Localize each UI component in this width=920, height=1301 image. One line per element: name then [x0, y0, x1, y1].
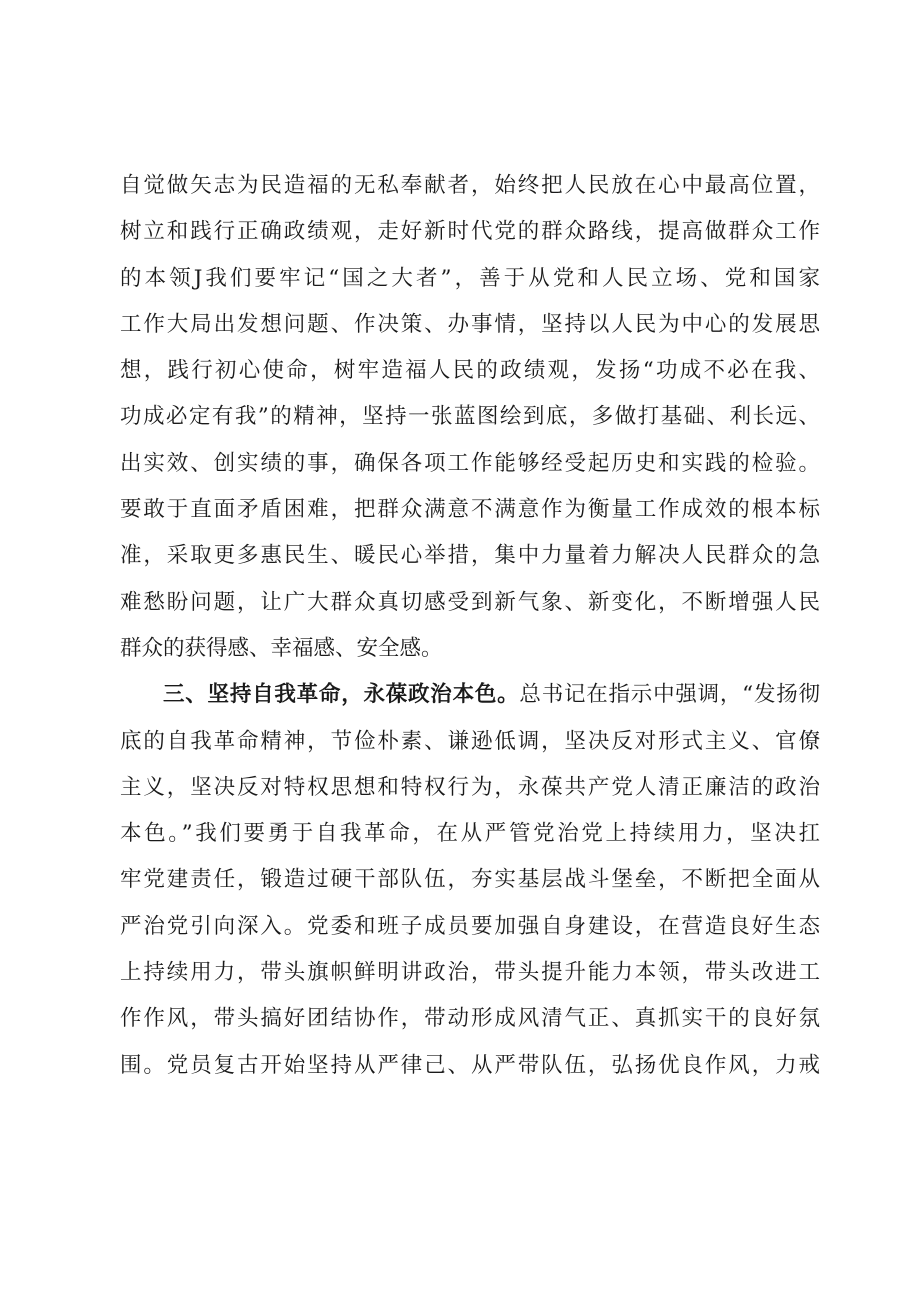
text-line: 底的自我革命精神，节俭朴素、谦逊低调，坚决反对形式主义、官僚 [120, 728, 820, 754]
text-line: 工作大局出发想问题、作决策、办事情，坚持以人民为中心的发展思 [120, 311, 820, 337]
text-line: 作作风，带头搞好团结协作，带动形成风清气正、真抓实干的良好氛 [120, 1006, 820, 1032]
paragraph-2 [120, 672, 820, 1089]
text-line: 群众的获得感、幸福感、安全感。 [120, 635, 443, 661]
text-line: 主义，坚决反对特权思想和特权行为，永葆共产党人清正廉洁的政治 [120, 774, 820, 800]
body-text [120, 163, 820, 1089]
text-line: 围。党员复古开始坚持从严律己、从严带队伍，弘扬优良作风，力戒 [120, 1052, 820, 1078]
text-line: 的本领J我们要牢记“国之大者”，善于从党和人民立场、党和国家 [120, 265, 820, 291]
text-line: 想，践行初心使命，树牢造福人民的政绩观，发扬“功成不必在我、 [120, 358, 820, 384]
section-heading: 三、坚持自我革命，永葆政治本色。 [163, 682, 520, 708]
text-line: 难愁盼问题，让广大群众真切感受到新气象、新变化，不断增强人民 [120, 589, 820, 615]
paragraph-2-first-line [120, 672, 820, 718]
text-line: 严治党引向深入。党委和班子成员要加强自身建设，在营造良好生态 [120, 913, 820, 939]
text-line: 本色。”我们要勇于自我革命，在从严管党治党上持续用力，坚决扛 [120, 821, 820, 847]
text-line: 上持续用力，带头旗帜鲜明讲政治，带头提升能力本领，带头改进工 [120, 960, 820, 986]
text-line: 牢党建责任，锻造过硬干部队伍，夯实基层战斗堡垒，不断把全面从 [120, 867, 820, 893]
paragraph-1 [120, 163, 820, 672]
text-line: 功成必定有我”的精神，坚持一张蓝图绘到底，多做打基础、利长远、 [120, 404, 820, 430]
text-line: 自觉做矢志为民造福的无私奉献者，始终把人民放在心中最高位置， [120, 173, 820, 198]
text-line: 树立和践行正确政绩观，走好新时代党的群众路线，提高做群众工作 [120, 219, 820, 245]
text-line: 准，采取更多惠民生、暖民心举措，集中力量着力解决人民群众的急 [120, 543, 820, 569]
text-line: 出实效、创实绩的事，确保各项工作能够经受起历史和实践的检验。 [120, 450, 820, 476]
first-line-text: 总书记在指示中强调，“发扬彻 [519, 682, 820, 708]
text-line: 要敢于直面矛盾困难，把群众满意不满意作为衡量工作成效的根本标 [120, 497, 820, 523]
